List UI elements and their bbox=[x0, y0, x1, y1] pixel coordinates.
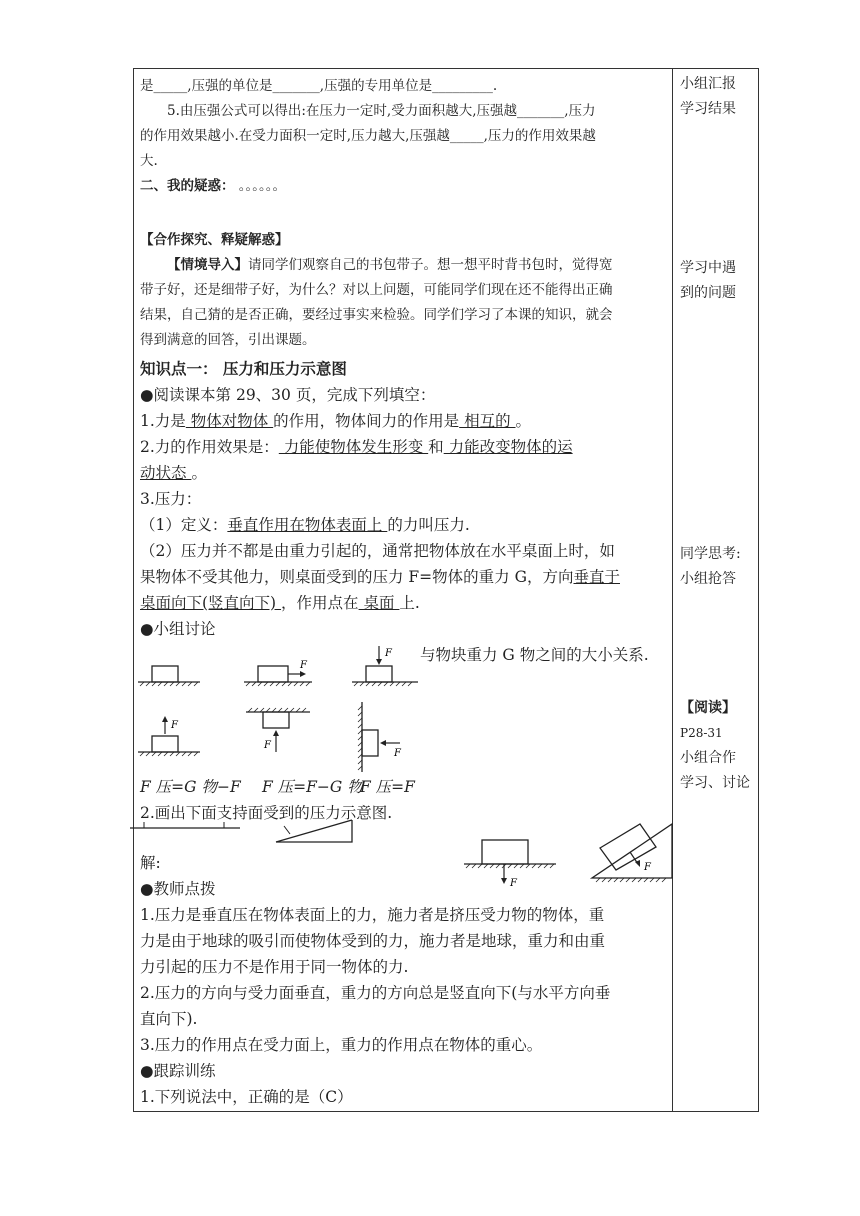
teacher-1c: 力引起的压力不是作用于同一物体的力. bbox=[140, 958, 409, 976]
column-divider bbox=[672, 68, 673, 1112]
q2-answer1: 力能使物体发生形变 bbox=[278, 438, 429, 456]
force-label-8: F bbox=[644, 862, 651, 873]
k1-q2-cont bbox=[140, 460, 668, 486]
q3-2c-answer: 桌面向下(竖直向下) bbox=[140, 594, 282, 612]
side-note-report bbox=[680, 72, 754, 122]
inclined-surface bbox=[276, 820, 352, 842]
coop-section bbox=[140, 228, 668, 353]
q2-end: 。 bbox=[191, 464, 207, 482]
formula-1: F 压=G 物−F bbox=[140, 778, 241, 796]
side-think-2: 小组抢答 bbox=[680, 571, 736, 587]
side-note-problems bbox=[680, 256, 754, 306]
doubts-dots: 。。。。。。 bbox=[238, 178, 287, 194]
q1-pre: 1.力是 bbox=[140, 412, 186, 430]
formula-3: F 压=F bbox=[360, 778, 415, 796]
k1-q1 bbox=[140, 408, 668, 434]
k1-q2 bbox=[140, 434, 668, 460]
teacher-3: 3.压力的作用点在受力面上，重力的作用点在物体的重心。 bbox=[140, 1036, 543, 1054]
side-note-read bbox=[680, 696, 754, 796]
solve-label: 解: bbox=[140, 854, 161, 872]
diagram-wall-push bbox=[358, 702, 402, 772]
q2-pre: 2.力的作用效果是： bbox=[140, 438, 279, 456]
k1-q3: 3.压力： bbox=[140, 490, 202, 508]
coop-heading: 【合作探究、释疑解惑】 bbox=[140, 232, 289, 248]
scene-line3: 结果，自己猜的是否正确，要经过事实来检验。同学们学习了本课的知识，就会 bbox=[140, 307, 613, 323]
horizontal-surface bbox=[130, 822, 240, 828]
side-report-1: 小组汇报 bbox=[680, 76, 736, 92]
q1-answer1: 物体对物体 bbox=[185, 412, 274, 430]
k1-group: ●小组讨论 bbox=[140, 620, 216, 638]
q2-mid: 和 bbox=[428, 438, 444, 456]
track-heading: ●跟踪训练 bbox=[140, 1062, 216, 1080]
q3-2c-end: 上. bbox=[399, 594, 420, 612]
side-coop-1: 小组合作 bbox=[680, 750, 736, 766]
group-question: 与物块重力 G 物之间的大小关系. bbox=[420, 646, 649, 664]
force-label-6: F bbox=[394, 748, 401, 759]
side-pages: P28-31 bbox=[680, 726, 723, 740]
side-report-2: 学习结果 bbox=[680, 101, 736, 117]
support-surfaces bbox=[130, 820, 370, 850]
force-label-4: F bbox=[171, 720, 178, 731]
doubts-line bbox=[140, 174, 668, 199]
formula-2: F 压=F−G 物 bbox=[262, 778, 363, 796]
force-label: F bbox=[300, 660, 307, 671]
teacher-1a: 1.压力是垂直压在物体表面上的力，施力者是挤压受力物的物体，重 bbox=[140, 906, 605, 924]
force-label-7: F bbox=[510, 878, 517, 889]
diagram-block-on-ground bbox=[138, 666, 200, 686]
q3-1-answer: 垂直作用在物体表面上 bbox=[227, 516, 388, 534]
q2-answer2b: 动状态 bbox=[140, 464, 192, 482]
q3-1-end: 的力叫压力. bbox=[387, 516, 470, 534]
side-think-1: 同学思考: bbox=[680, 546, 741, 562]
scene-line4: 得到满意的回答，引出课题。 bbox=[140, 332, 316, 348]
scene-label: 【情境导入】 bbox=[167, 257, 248, 273]
intro-line1: 是_____,压强的单位是_______,压强的专用单位是_________. bbox=[140, 78, 498, 94]
side-note-think bbox=[680, 542, 754, 592]
intro-item5-c: 大. bbox=[140, 153, 158, 169]
teacher-2b: 直向下). bbox=[140, 1010, 198, 1028]
intro-item5-a: 5.由压强公式可以得出:在压力一定时,受力面积越大,压强越_______,压力 bbox=[167, 103, 596, 119]
side-problems-2: 到的问题 bbox=[680, 285, 736, 301]
k1-read: ●阅读课本第 29、30 页，完成下列填空： bbox=[140, 386, 436, 404]
force-label-5: F bbox=[264, 740, 271, 751]
k1-q3-2a: （2）压力并不都是由重力引起的，通常把物体放在水平桌面上时，如 bbox=[140, 542, 615, 560]
knowledge-point-1 bbox=[140, 356, 668, 642]
diagram-ceiling-push bbox=[246, 708, 310, 752]
track-q1: 1.下列说法中，正确的是（C） bbox=[140, 1088, 353, 1106]
q3-2c-answer2: 桌面 bbox=[358, 594, 400, 612]
diagram-horizontal-force bbox=[244, 660, 312, 686]
q1-mid: 的作用，物体间力的作用是 bbox=[273, 412, 460, 430]
side-read: 【阅读】 bbox=[680, 700, 736, 716]
k1-q3-2b bbox=[140, 564, 668, 590]
scene-line1 bbox=[140, 253, 668, 278]
k1-q3-1 bbox=[140, 512, 668, 538]
teacher-1b: 力是由于地球的吸引而使物体受到的力，施力者是地球，重力和由重 bbox=[140, 932, 606, 950]
teacher-heading: ●教师点拨 bbox=[140, 880, 216, 898]
teacher-2a: 2.压力的方向与受力面垂直，重力的方向总是竖直向下(与水平方向垂 bbox=[140, 984, 611, 1002]
diagram-upward-pull bbox=[138, 716, 200, 756]
q3-2b-pre: 果物体不受其他力，则桌面受到的压力 F=物体的重力 G，方向 bbox=[140, 568, 574, 586]
q2-answer2a: 力能改变物体的运 bbox=[443, 438, 573, 456]
side-coop-2: 学习、讨论 bbox=[680, 775, 750, 791]
diagram-downward-force bbox=[352, 646, 418, 686]
intro-section bbox=[140, 72, 668, 199]
scene-text1: 请同学们观察自己的书包带子。想一想平时背书包时，觉得宽 bbox=[248, 257, 613, 273]
q1-answer2: 相互的 bbox=[459, 412, 516, 430]
q3-1-pre: （1）定义： bbox=[140, 516, 228, 534]
q3-2c-mid: ，作用点在 bbox=[281, 594, 359, 612]
teacher-section bbox=[140, 850, 668, 1110]
force-label-3: F bbox=[385, 648, 392, 659]
scene-line2: 带子好，还是细带子好，为什么？对以上问题，可能同学们现在还不能得出正确 bbox=[140, 282, 613, 298]
q1-end: 。 bbox=[515, 412, 532, 430]
draw-task: 2.画出下面支持面受到的压力示意图. bbox=[140, 804, 393, 822]
q3-2b-answer: 垂直于 bbox=[573, 568, 620, 586]
intro-item5-b: 的作用效果越小.在受力面积一定时,压力越大,压强越_____,压力的作用效果越 bbox=[140, 128, 596, 144]
doubts-label: 二、我的疑惑： bbox=[140, 178, 235, 194]
k1-q3-2c bbox=[140, 590, 668, 616]
k1-title: 知识点一： 压力和压力示意图 bbox=[140, 359, 347, 378]
side-problems-1: 学习中遇 bbox=[680, 260, 736, 276]
